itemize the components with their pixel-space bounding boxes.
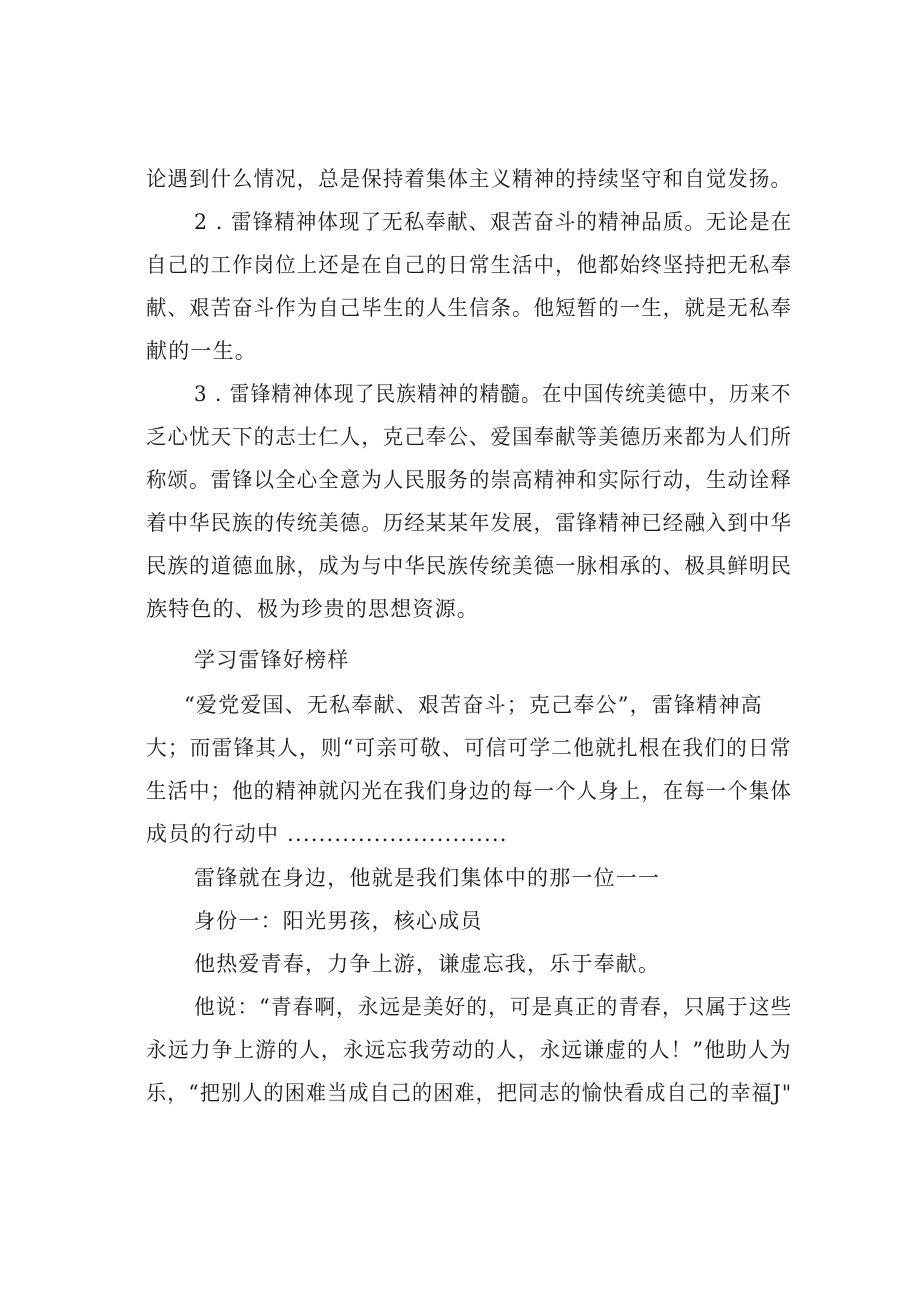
text-line: 3 . 雷锋精神体现了民族精神的精髓。在中国传统美德中，历来不	[194, 382, 792, 406]
text-line: 生活中；他的精神就闪光在我们身边的每一个人身上，在每一个集体	[146, 779, 792, 803]
text-line: 永远力争上游的人，永远忘我劳动的人，永远谦虚的人！”他助人为	[146, 1038, 792, 1062]
text-line: 乏心忧天下的志士仁人，克己奉公、爱国奉献等美德历来都为人们所	[146, 425, 792, 449]
text-line: 族特色的、极为珍贵的思想资源。	[146, 597, 479, 621]
text-line: 身份一：阳光男孩，核心成员	[194, 909, 483, 933]
text-line: 他说：“青春啊，永远是美好的，可是真正的青春，只属于这些	[194, 995, 793, 1019]
text-line: “爱党爱国、无私奉献、艰苦奋斗；克己奉公”，雷锋精神高	[184, 693, 763, 717]
text-line: 大；而雷锋其人，则“可亲可敬、可信可学二他就扎根在我们的日常	[146, 736, 792, 760]
text-line: 乐，“把别人的困难当成自己的困难，把同志的愉快看成自己的幸福J"	[146, 1081, 793, 1105]
text-line: 论遇到什么情况，总是保持着集体主义精神的持续坚守和自觉发扬。	[146, 167, 792, 191]
text-line: 着中华民族的传统美德。历经某某年发展，雷锋精神已经融入到中华	[146, 511, 792, 535]
text-line: 民族的道德血脉，成为与中华民族传统美德一脉相承的、极具鲜明民	[146, 554, 792, 578]
text-line: 献的一生。	[146, 339, 257, 363]
text-line: 自己的工作岗位上还是在自己的日常生活中，他都始终坚持把无私奉	[146, 253, 792, 277]
section-heading: 学习雷锋好榜样	[194, 648, 350, 672]
text-line: 献、艰苦奋斗作为自己毕生的人生信条。他短暂的一生，就是无私奉	[146, 296, 792, 320]
text-line: 成员的行动中 ............................	[146, 822, 508, 846]
text-line: 雷锋就在身边，他就是我们集体中的那一位一一	[194, 866, 661, 890]
text-line: 他热爱青春，力争上游，谦虚忘我，乐于奉献。	[194, 952, 661, 976]
text-line: 2 . 雷锋精神体现了无私奉献、艰苦奋斗的精神品质。无论是在	[194, 210, 793, 234]
text-line: 称颂。雷锋以全心全意为人民服务的崇高精神和实际行动，生动诠释	[146, 468, 792, 492]
